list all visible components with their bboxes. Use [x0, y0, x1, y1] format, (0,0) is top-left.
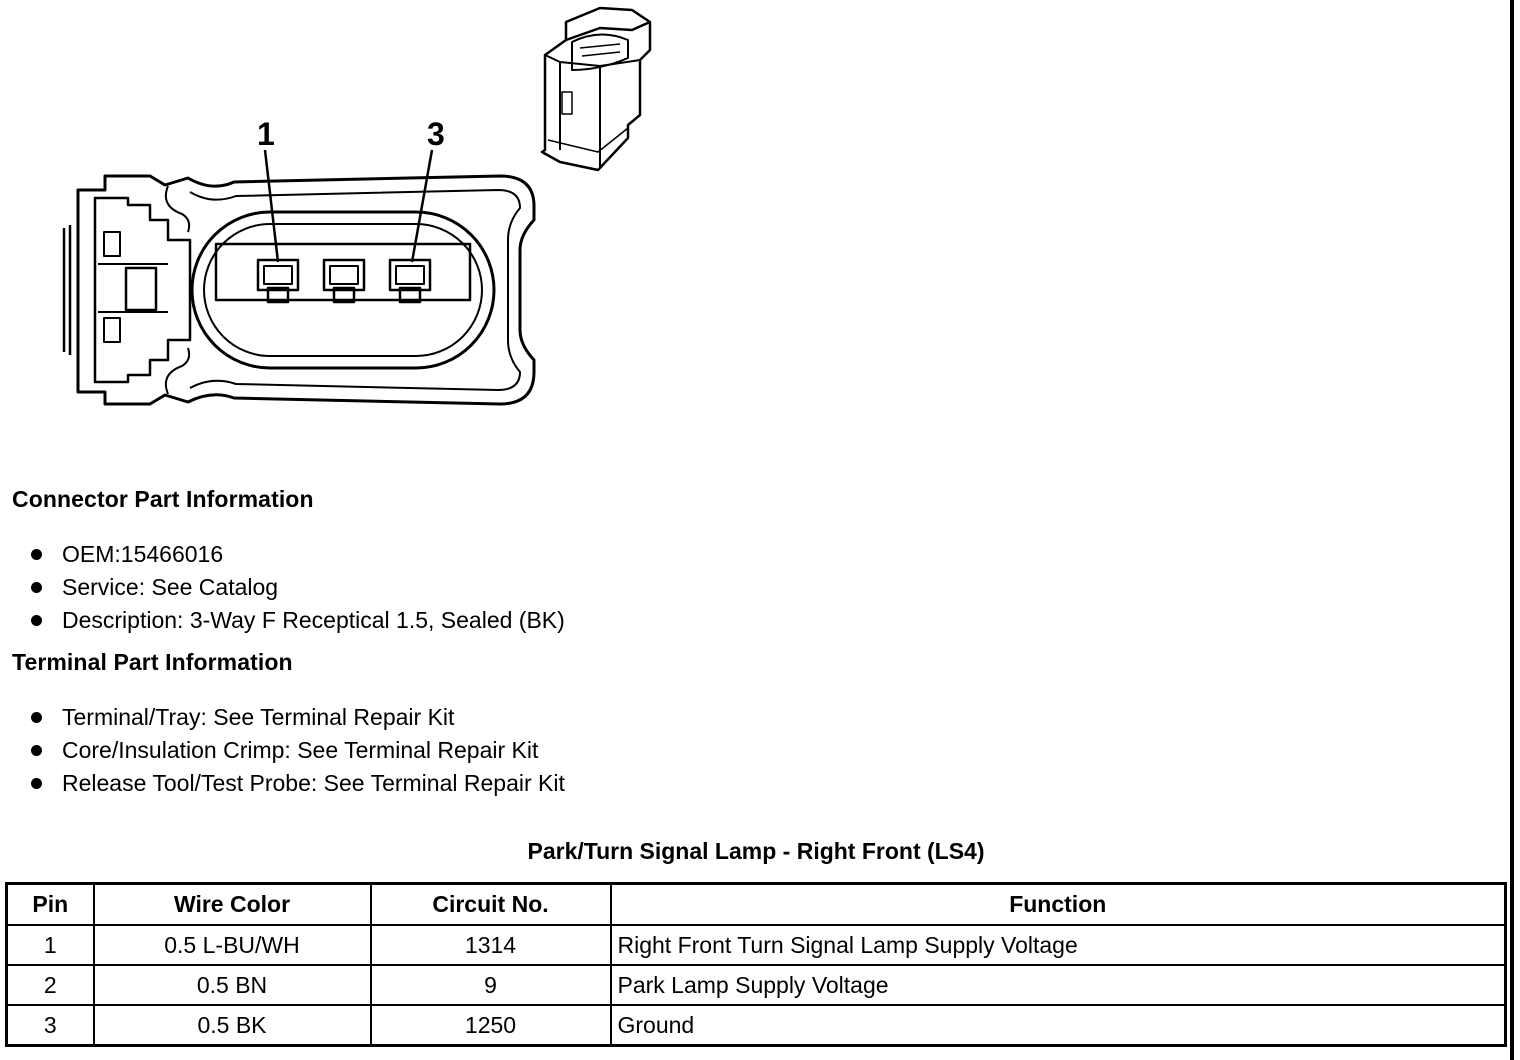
latch-slot-bottom	[104, 318, 120, 342]
cell-function: Ground	[611, 1005, 1506, 1046]
table-header-row	[7, 884, 1506, 926]
connector-part-info-list	[0, 538, 565, 637]
cell-function: Park Lamp Supply Voltage	[611, 965, 1506, 1005]
cell-function: Right Front Turn Signal Lamp Supply Voltage	[611, 925, 1506, 965]
page-right-border	[1510, 0, 1514, 1060]
terminal-1	[258, 260, 298, 302]
list-item-text: Description: 3-Way F Receptical 1.5, Sealed (BK)	[62, 607, 565, 633]
terminal-part-info-list	[0, 701, 565, 800]
list-item	[0, 767, 565, 800]
terminal-3	[390, 260, 430, 302]
latch-button	[126, 268, 156, 310]
connector-isometric-thumbnail	[542, 8, 650, 170]
cell-circuit: 9	[371, 965, 611, 1005]
table-row	[7, 965, 1506, 1005]
bullet-icon	[31, 778, 42, 789]
list-item-text: Release Tool/Test Probe: See Terminal Repair Kit	[62, 770, 565, 796]
connector-part-info-heading: Connector Part Information	[12, 486, 314, 512]
column-header-wire-color: Wire Color	[94, 884, 371, 926]
connector-housing-outline	[78, 176, 534, 404]
list-item	[0, 538, 565, 571]
list-item-text: Terminal/Tray: See Terminal Repair Kit	[62, 704, 455, 730]
pinout-table	[5, 882, 1507, 1047]
pinout-table-title: Park/Turn Signal Lamp - Right Front (LS4)	[527, 838, 985, 864]
latch-slot-top	[104, 232, 120, 256]
latch-hook-top	[166, 186, 189, 232]
terminal-plate	[216, 244, 470, 300]
list-item-text: Service: See Catalog	[62, 574, 279, 600]
connector-face-diagram	[0, 0, 700, 440]
bullet-icon	[31, 615, 42, 626]
callout-label-pin-1: 1	[257, 116, 275, 152]
list-item	[0, 571, 565, 604]
bullet-icon	[31, 549, 42, 560]
terminal-2	[324, 260, 364, 302]
list-item	[0, 604, 565, 637]
bullet-icon	[31, 745, 42, 756]
cell-circuit: 1314	[371, 925, 611, 965]
list-item-text: Core/Insulation Crimp: See Terminal Repair Kit	[62, 737, 539, 763]
bullet-icon	[31, 582, 42, 593]
cell-pin: 2	[7, 965, 94, 1005]
cell-wire-color: 0.5 L-BU/WH	[94, 925, 371, 965]
column-header-circuit: Circuit No.	[371, 884, 611, 926]
list-item	[0, 701, 565, 734]
latch-hook-bottom	[166, 348, 189, 394]
latch-edge	[64, 225, 70, 355]
cell-circuit: 1250	[371, 1005, 611, 1046]
terminal-part-info-heading: Terminal Part Information	[12, 649, 293, 675]
column-header-pin: Pin	[7, 884, 94, 926]
table-row	[7, 1005, 1506, 1046]
callout-label-pin-3: 3	[427, 116, 445, 152]
cell-pin: 3	[7, 1005, 94, 1046]
bullet-icon	[31, 712, 42, 723]
list-item-text: OEM:15466016	[62, 541, 224, 567]
cell-wire-color: 0.5 BK	[94, 1005, 371, 1046]
cell-wire-color: 0.5 BN	[94, 965, 371, 1005]
latch-body	[95, 198, 190, 382]
column-header-function: Function	[611, 884, 1506, 926]
cell-pin: 1	[7, 925, 94, 965]
list-item	[0, 734, 565, 767]
table-row	[7, 925, 1506, 965]
